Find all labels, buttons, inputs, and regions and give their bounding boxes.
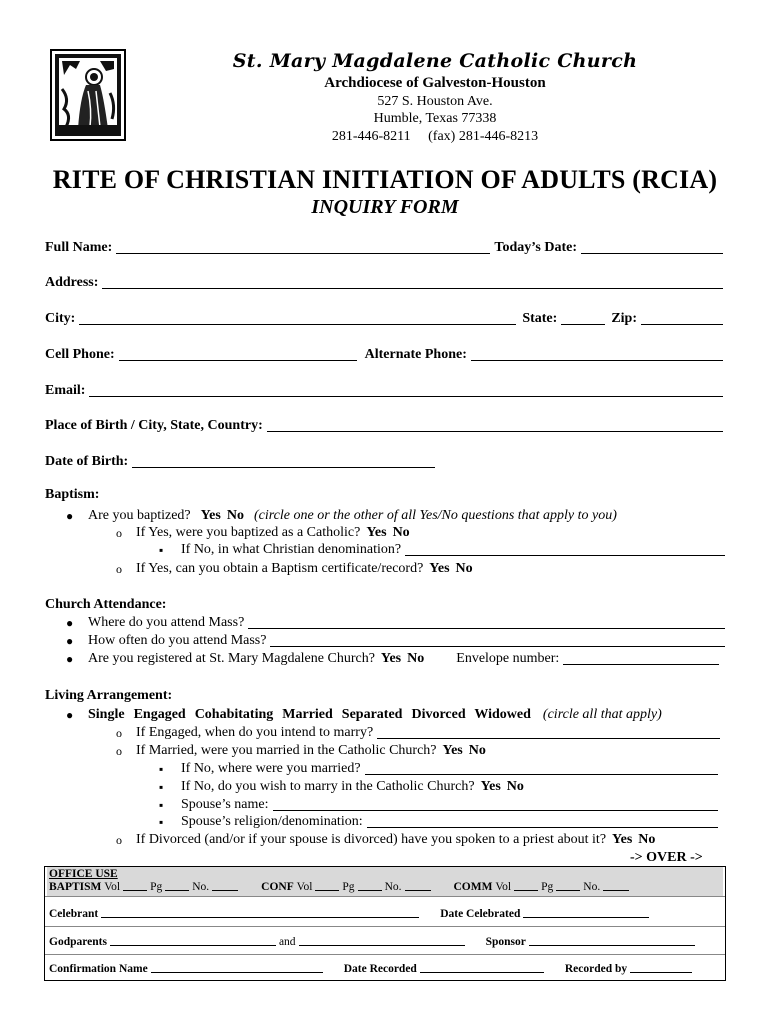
church-attendance-heading: Church Attendance:: [45, 597, 167, 612]
yes-option[interactable]: Yes: [429, 561, 450, 576]
mass-frequency-field[interactable]: [270, 633, 725, 647]
baptism-q3: ▪ If No, in what Christian denomination?: [159, 542, 725, 558]
attendance-q3: ● Are you registered at St. Mary Magdalene Church? Yes No Envelope number:: [66, 651, 719, 667]
bullet-icon: ●: [66, 634, 74, 648]
no-option[interactable]: No: [407, 651, 425, 666]
living-options: [66, 707, 662, 723]
godparent-1-field[interactable]: [110, 935, 276, 946]
baptism-q4: o If Yes, can you obtain a Baptism certificate/record? Yes No: [116, 561, 473, 576]
baptism-no-field[interactable]: [212, 880, 238, 891]
baptism-heading: Baptism:: [45, 487, 100, 502]
over-indicator: -> OVER ->: [630, 850, 703, 865]
office-use-box: [44, 866, 726, 981]
zip-label: Zip:: [611, 311, 637, 326]
mass-location-field[interactable]: [248, 615, 725, 629]
todays-date-label: Today’s Date:: [494, 240, 577, 255]
living-q3: ▪ If No, where were you married?: [159, 761, 718, 777]
place-of-birth-field[interactable]: [267, 418, 723, 432]
circle-bullet-icon: o: [116, 833, 122, 847]
bullet-icon: ●: [66, 509, 74, 523]
city-row: [45, 309, 723, 327]
baptism-pg-field[interactable]: [165, 880, 189, 891]
envelope-number-field[interactable]: [563, 651, 719, 665]
living-q5: ▪ Spouse’s name:: [159, 797, 718, 813]
baptism-record-label: BAPTISM: [49, 881, 102, 893]
spouse-name-field[interactable]: [273, 797, 719, 811]
godparent-2-field[interactable]: [299, 935, 465, 946]
square-bullet-icon: ▪: [159, 815, 164, 829]
cell-phone-field[interactable]: [119, 347, 357, 361]
full-name-field[interactable]: [116, 240, 490, 254]
square-bullet-icon: ▪: [159, 780, 164, 794]
date-of-birth-field[interactable]: [132, 454, 435, 468]
comm-record-label: COMM: [453, 881, 493, 893]
living-options-note: (circle all that apply): [542, 707, 662, 722]
office-confirmation-row: Confirmation Name Date Recorded Recorded by: [49, 962, 723, 975]
email-label: Email:: [45, 383, 86, 398]
celebrant-field[interactable]: [101, 907, 419, 918]
alt-phone-field[interactable]: [471, 347, 723, 361]
conf-no-field[interactable]: [405, 880, 431, 891]
attendance-q1: ● Where do you attend Mass?: [66, 615, 725, 631]
conf-vol-field[interactable]: [315, 880, 339, 891]
sponsor-field[interactable]: [529, 935, 695, 946]
office-divider: [45, 954, 725, 955]
living-q4: ▪ If No, do you wish to marry in the Catholic Church? Yes No: [159, 779, 524, 794]
address-label: Address:: [45, 275, 99, 290]
attendance-q2: ● How often do you attend Mass?: [66, 633, 725, 649]
date-of-birth-label: Date of Birth:: [45, 454, 129, 469]
comm-no-field[interactable]: [603, 880, 629, 891]
yes-option[interactable]: Yes: [200, 508, 221, 523]
conf-pg-field[interactable]: [358, 880, 382, 891]
bullet-icon: ●: [66, 708, 74, 722]
circle-bullet-icon: o: [116, 562, 122, 576]
no-option[interactable]: No: [506, 779, 524, 794]
baptism-q2: o If Yes, were you baptized as a Catholic? Yes No: [116, 525, 410, 540]
zip-field[interactable]: [641, 311, 723, 325]
church-phones: 281-446-8211 (fax) 281-446-8213: [331, 129, 539, 144]
square-bullet-icon: ▪: [159, 543, 164, 557]
todays-date-field[interactable]: [581, 240, 723, 254]
square-bullet-icon: ▪: [159, 798, 164, 812]
baptism-instruction: (circle one or the other of all Yes/No questions that apply to you): [253, 508, 617, 523]
saint-woodcut-logo-icon: [50, 49, 126, 141]
full-name-row: [45, 238, 723, 256]
circle-bullet-icon: o: [116, 726, 122, 740]
office-divider: [45, 896, 725, 897]
denomination-field[interactable]: [405, 542, 725, 556]
conf-record-label: CONF: [261, 881, 294, 893]
living-q7: o If Divorced (and/or if your spouse is divorced) have you spoken to a priest about it? Yes No: [116, 832, 656, 847]
living-options-list[interactable]: Single Engaged Cohabitating Married Separated Divorced Widowed: [88, 707, 531, 722]
city-field[interactable]: [79, 311, 516, 325]
state-label: State:: [522, 311, 558, 326]
form-subtitle: INQUIRY FORM: [311, 196, 459, 218]
date-recorded-field[interactable]: [420, 962, 544, 973]
office-godparents-row: Godparents and Sponsor: [49, 935, 723, 948]
date-of-birth-row: [45, 452, 435, 470]
form-title: RITE OF CHRISTIAN INITIATION OF ADULTS (RCIA): [52, 165, 718, 194]
living-q6: ▪ Spouse’s religion/denomination:: [159, 814, 718, 830]
no-option[interactable]: No: [392, 525, 410, 540]
office-divider: [45, 926, 725, 927]
no-option[interactable]: No: [455, 561, 473, 576]
marriage-location-field[interactable]: [365, 761, 718, 775]
yes-option[interactable]: Yes: [612, 832, 633, 847]
yes-option[interactable]: Yes: [380, 651, 402, 666]
address-row: [45, 273, 723, 291]
square-bullet-icon: ▪: [159, 762, 164, 776]
no-option[interactable]: No: [638, 832, 656, 847]
church-street: 527 S. Houston Ave.: [377, 94, 493, 109]
circle-bullet-icon: o: [116, 744, 122, 758]
comm-pg-field[interactable]: [556, 880, 580, 891]
alt-phone-label: Alternate Phone:: [364, 347, 467, 362]
address-field[interactable]: [102, 275, 723, 289]
state-field[interactable]: [561, 311, 605, 325]
baptism-vol-field[interactable]: [123, 880, 147, 891]
circle-bullet-icon: o: [116, 526, 122, 540]
office-use-heading: OFFICE USE: [49, 868, 118, 880]
marriage-date-field[interactable]: [377, 725, 720, 739]
church-name: St. Mary Magdalene Catholic Church: [232, 50, 638, 72]
archdiocese: Archdiocese of Galveston-Houston: [324, 75, 546, 91]
living-q1: o If Engaged, when do you intend to marry?: [116, 725, 720, 741]
confirmation-name-field[interactable]: [151, 962, 323, 973]
yes-option[interactable]: Yes: [480, 779, 501, 794]
yes-option[interactable]: Yes: [366, 525, 387, 540]
yes-option[interactable]: Yes: [442, 743, 463, 758]
email-row: [45, 381, 723, 399]
living-arrangement-heading: Living Arrangement:: [45, 688, 173, 703]
no-option[interactable]: No: [468, 743, 486, 758]
office-sacrament-row: BAPTISM Vol Pg No. CONF Vol Pg No. COMM Vol Pg No.: [49, 880, 723, 893]
comm-vol-field[interactable]: [514, 880, 538, 891]
bullet-icon: ●: [66, 652, 74, 666]
bullet-icon: ●: [66, 616, 74, 630]
baptism-q1: ● Are you baptized? Yes No (circle one or the other of all Yes/No questions that apply to you): [66, 508, 617, 523]
office-celebrant-row: Celebrant Date Celebrated: [49, 907, 723, 920]
church-city-state: Humble, Texas 77338: [373, 111, 497, 126]
envelope-label: Envelope number:: [456, 651, 560, 666]
email-field[interactable]: [89, 383, 723, 397]
recorded-by-field[interactable]: [630, 962, 692, 973]
living-q2: o If Married, were you married in the Catholic Church? Yes No: [116, 743, 486, 758]
phone-row: [45, 345, 723, 363]
place-of-birth-label: Place of Birth / City, State, Country:: [45, 418, 263, 433]
no-option[interactable]: No: [226, 508, 244, 523]
date-celebrated-field[interactable]: [523, 907, 649, 918]
full-name-label: Full Name:: [45, 240, 113, 255]
place-of-birth-row: [45, 416, 723, 434]
spouse-religion-field[interactable]: [367, 814, 718, 828]
cell-phone-label: Cell Phone:: [45, 347, 115, 362]
city-label: City:: [45, 311, 76, 326]
